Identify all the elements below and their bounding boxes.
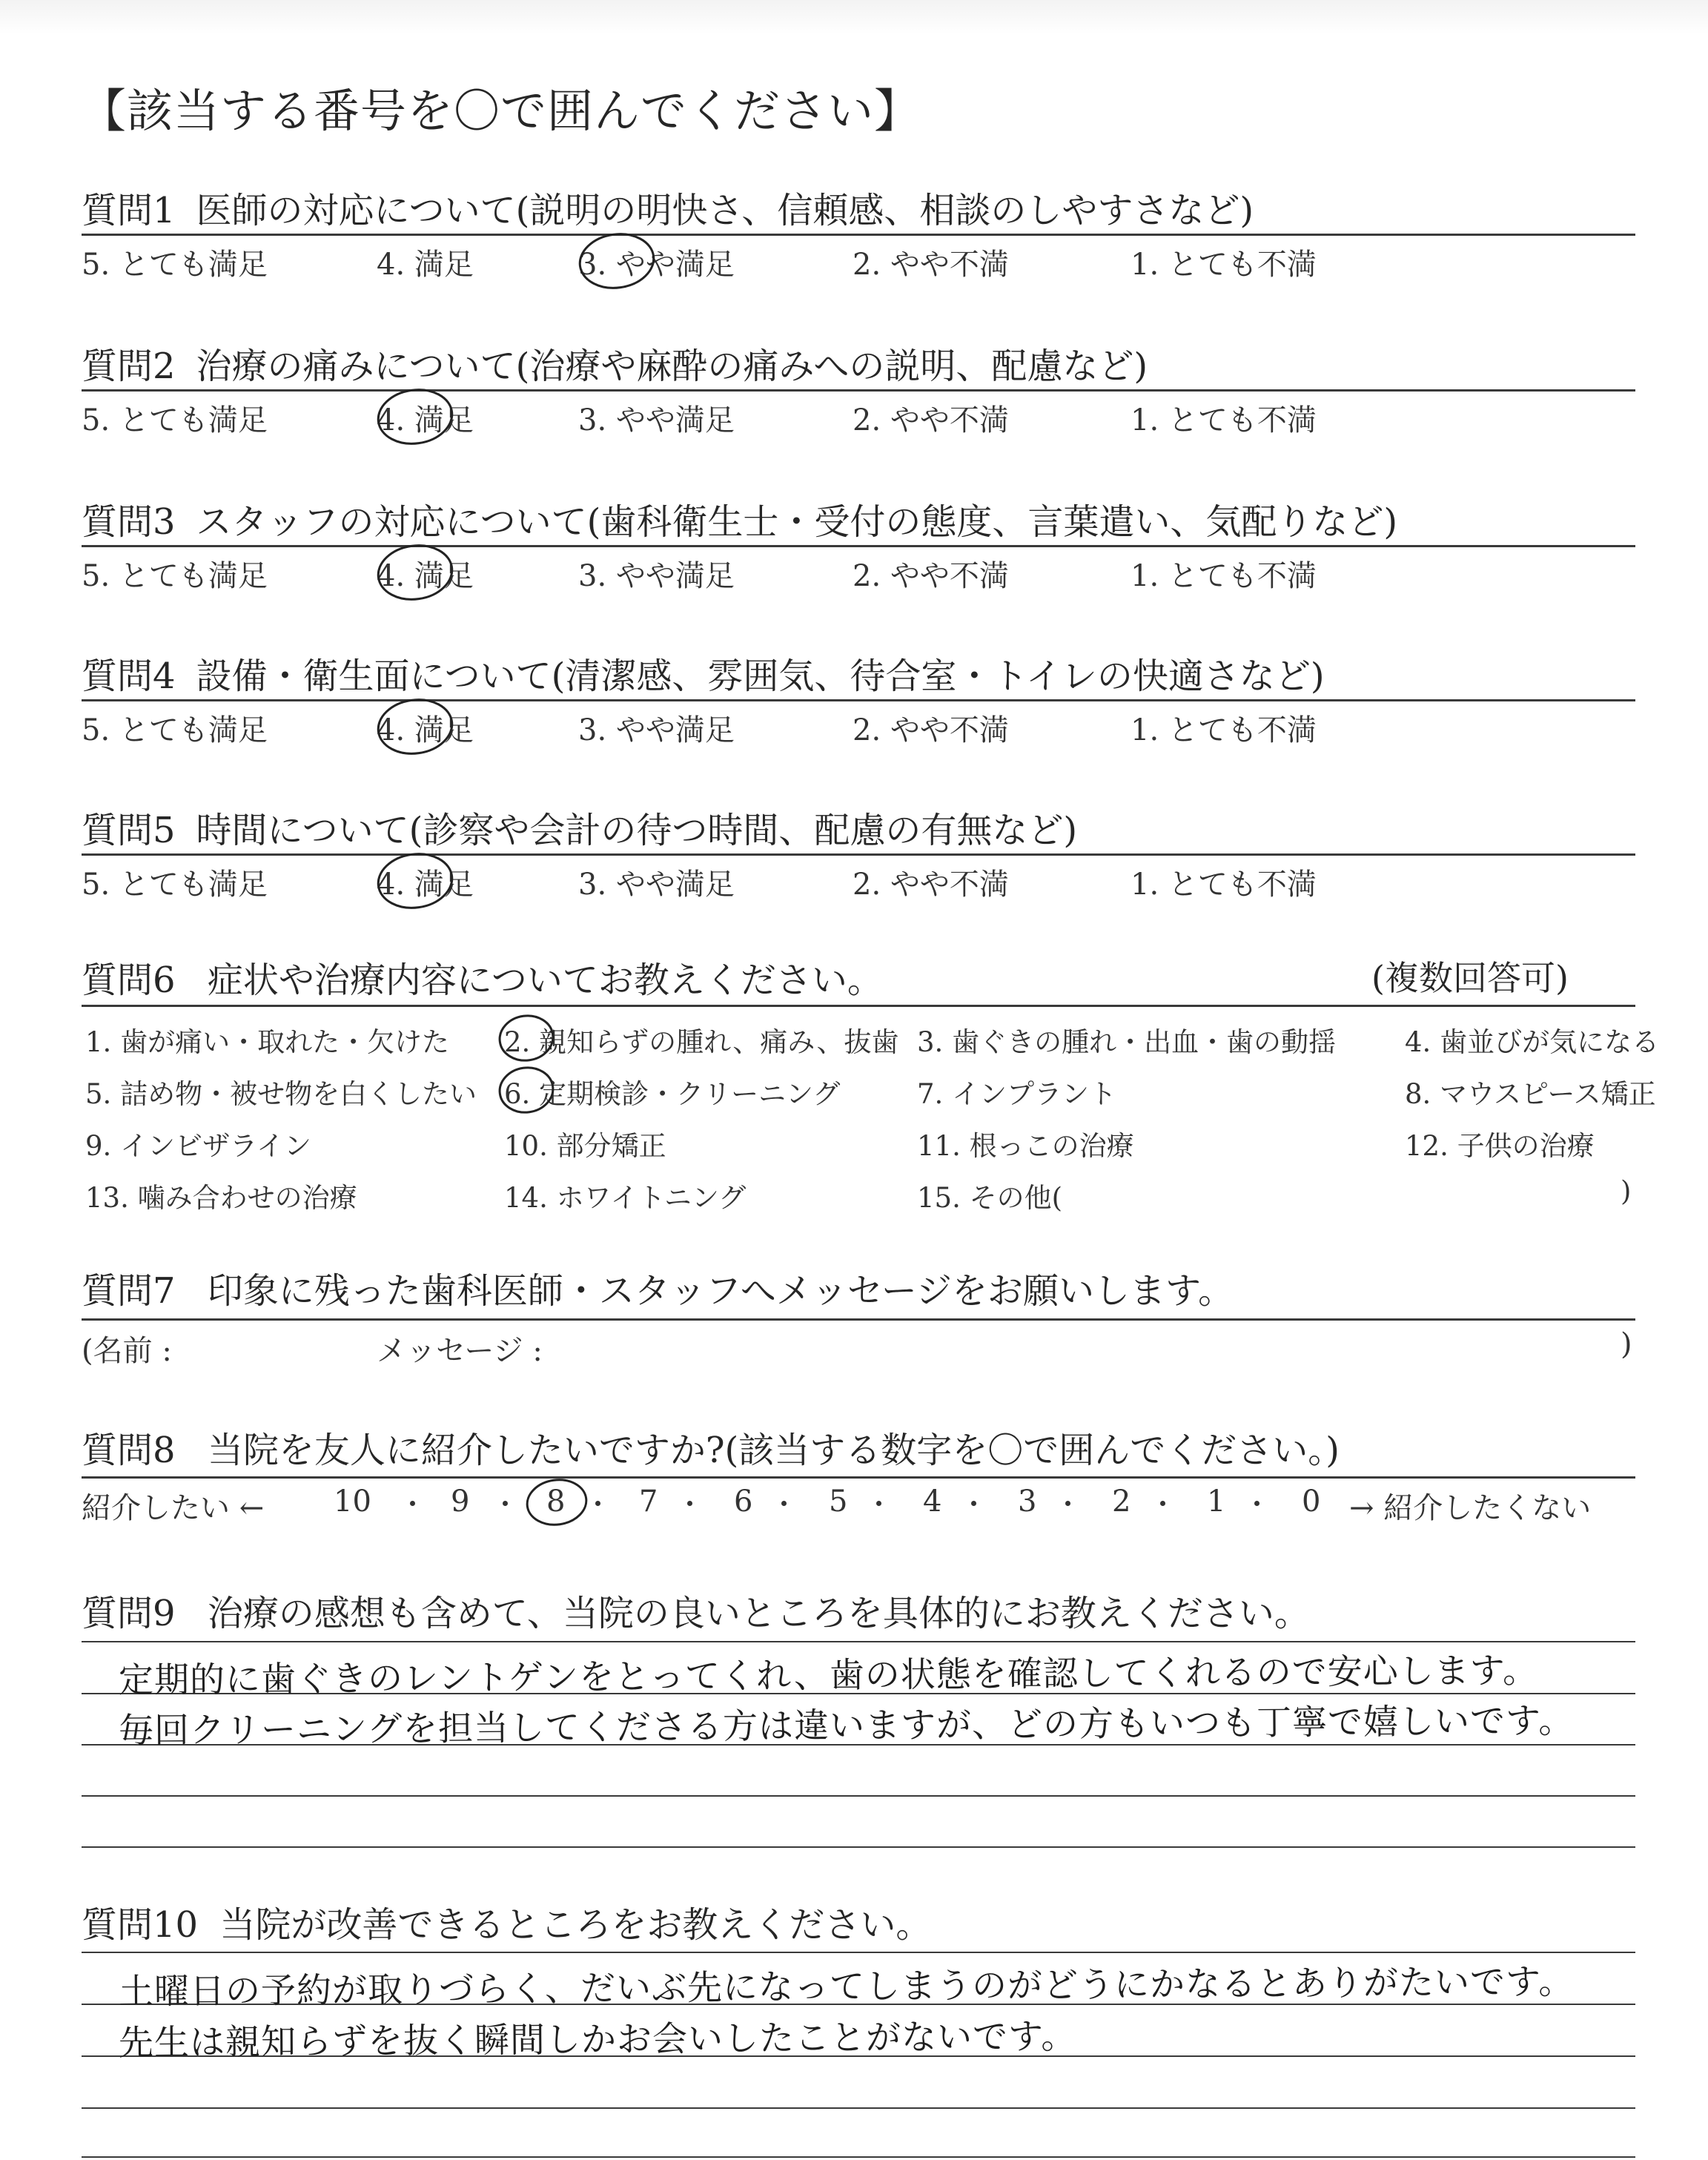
question-6-option-5: 5. 詰め物・被せ物を白くしたい [85, 1078, 477, 1110]
question-5-option-5: 5. とても満足 [82, 868, 268, 902]
question-6-text: 症状や治療内容についてお教えください。 [207, 960, 883, 1001]
question-8-scale-6: 6 [734, 1484, 753, 1519]
question-6-option-10: 10. 部分矯正 [504, 1130, 666, 1162]
question-8-label: 質問8 [82, 1430, 176, 1471]
question-1-option-4: 4. 満足 [377, 248, 474, 282]
question-4-option-5: 5. とても満足 [82, 713, 268, 747]
question-4-option-4: 4. 満足 [377, 713, 474, 747]
question-3-option-1: 1. とても不満 [1131, 559, 1317, 593]
question-8-text: 当院を友人に紹介したいですか?(該当する数字を〇で囲んでください。) [207, 1430, 1340, 1471]
question-8-scale-10: 10 [334, 1484, 371, 1519]
question-3-option-3: 3. やや満足 [578, 559, 735, 593]
question-3-option-5: 5. とても満足 [82, 559, 268, 593]
question-6-answer-circle-2 [497, 1012, 556, 1063]
question-4-option-1: 1. とても不満 [1131, 713, 1317, 747]
question-6-option-1: 1. 歯が痛い・取れた・欠けた [85, 1026, 450, 1058]
question-6-option-12: 12. 子供の治療 [1405, 1130, 1595, 1162]
question-1-option-5: 5. とても満足 [82, 248, 268, 282]
question-10-text: 当院が改善できるところをお教えください。 [219, 1904, 932, 1946]
question-6-note: (複数回答可) [1371, 958, 1569, 998]
question-4-answer-circle [374, 695, 455, 758]
question-8-right-label: → 紹介したくない [1349, 1491, 1592, 1525]
question-8-left-label: 紹介したい ← [82, 1491, 265, 1525]
question-6-option-6: 6. 定期検診・クリーニング [504, 1078, 841, 1110]
question-8-scale-8: 8 [546, 1484, 566, 1519]
question-6-option-8: 8. マウスピース矯正 [1405, 1078, 1656, 1110]
question-7-message-label: メッセージ : [377, 1334, 543, 1368]
question-6-option-14: 14. ホワイトニング [504, 1182, 747, 1214]
question-1-option-3: 3. やや満足 [578, 248, 735, 282]
question-8-scale-7: 7 [639, 1484, 658, 1519]
question-7-name-label: (名前 : [82, 1334, 172, 1368]
question-8-scale-5: 5 [829, 1484, 848, 1519]
question-1-option-2: 2. やや不満 [853, 248, 1009, 282]
question-5-option-4: 4. 満足 [377, 868, 474, 902]
question-3-text: スタッフの対応について(歯科衛生士・受付の態度、言葉遣い、気配りなど) [196, 501, 1398, 543]
question-8-scale-2: 2 [1112, 1484, 1131, 1519]
question-10-answer-line-1: 土曜日の予約が取りづらく、だいぶ先になってしまうのがどうにかなるとありがたいです。 [118, 1961, 1575, 2012]
question-3-option-4: 4. 満足 [377, 559, 474, 593]
question-3-option-2: 2. やや不満 [853, 559, 1009, 593]
question-9-answer-line-2: 毎回クリーニングを担当してくださる方は違いますが、どの方もいつも丁寧で嬉しいです。 [118, 1700, 1575, 1751]
question-6-option-13: 13. 噛み合わせの治療 [85, 1182, 357, 1214]
question-10-answer-line-2: 先生は親知らずを抜く瞬間しかお会いしたことがないです。 [118, 2015, 1077, 2064]
question-4-text: 設備・衛生面について(清潔感、雰囲気、待合室・トイレの快適さなど) [196, 655, 1325, 697]
question-6-option-7: 7. インプラント [917, 1078, 1117, 1110]
question-8-scale-9: 9 [451, 1484, 470, 1519]
question-6-answer-circle-6 [497, 1064, 556, 1115]
question-5-option-2: 2. やや不満 [853, 868, 1009, 902]
question-2-option-1: 1. とても不満 [1131, 403, 1317, 437]
question-1-label: 質問1 [82, 190, 176, 231]
question-2-label: 質問2 [82, 346, 176, 387]
question-6-option-2: 2. 親知らずの腫れ、痛み、抜歯 [504, 1026, 899, 1058]
question-2-option-3: 3. やや満足 [578, 403, 735, 437]
question-8-scale-1: 1 [1207, 1484, 1226, 1519]
question-6-option-15: 15. その他( [917, 1182, 1063, 1214]
question-8-scale-0: 0 [1302, 1484, 1321, 1519]
question-8-answer-circle [524, 1476, 589, 1529]
question-2-answer-circle [374, 385, 455, 448]
question-9-text: 治療の感想も含めて、当院の良いところを具体的にお教えください。 [207, 1593, 1310, 1634]
question-3-label: 質問3 [82, 501, 176, 543]
question-2-option-4: 4. 満足 [377, 403, 474, 437]
question-5-label: 質問5 [82, 810, 176, 851]
question-10-label: 質問10 [82, 1904, 199, 1946]
question-7-label: 質問7 [82, 1270, 176, 1312]
question-4-option-2: 2. やや不満 [853, 713, 1009, 747]
question-6-option-11: 11. 根っこの治療 [917, 1130, 1134, 1162]
question-2-option-5: 5. とても満足 [82, 403, 268, 437]
question-6-option-4: 4. 歯並びが気になる [1405, 1026, 1660, 1058]
question-2-text: 治療の痛みについて(治療や麻酔の痛みへの説明、配慮など) [196, 346, 1148, 387]
question-3-answer-circle [374, 541, 455, 604]
question-5-option-1: 1. とても不満 [1131, 868, 1317, 902]
question-1-text: 医師の対応について(説明の明快さ、信頼感、相談のしやすさなど) [196, 190, 1254, 231]
question-6-option-16: ) [1621, 1175, 1632, 1207]
question-9-label: 質問9 [82, 1593, 176, 1634]
question-5-answer-circle [374, 849, 455, 912]
question-6-option-3: 3. 歯ぐきの腫れ・出血・歯の動揺 [917, 1026, 1337, 1058]
question-8-scale-4: 4 [923, 1484, 942, 1519]
question-6-option-9: 9. インビザライン [85, 1130, 311, 1162]
question-7-text: 印象に残った歯科医師・スタッフへメッセージをお願いします。 [207, 1270, 1234, 1312]
question-9-answer-line-1: 定期的に歯ぐきのレントゲンをとってくれ、歯の状態を確認してくれるので安心します。 [118, 1650, 1539, 1701]
question-5-text: 時間について(診察や会計の待つ時間、配慮の有無など) [196, 810, 1078, 851]
question-4-option-3: 3. やや満足 [578, 713, 735, 747]
question-4-label: 質問4 [82, 655, 176, 697]
question-1-answer-circle [576, 229, 657, 292]
question-1-option-1: 1. とても不満 [1131, 248, 1317, 282]
question-6-label: 質問6 [82, 960, 176, 1001]
question-2-option-2: 2. やや不満 [853, 403, 1009, 437]
form-title: 【該当する番号を〇で囲んでください】 [80, 84, 921, 138]
question-5-option-3: 3. やや満足 [578, 868, 735, 902]
question-7-close-paren: ) [1621, 1327, 1632, 1361]
question-8-scale-3: 3 [1018, 1484, 1037, 1519]
